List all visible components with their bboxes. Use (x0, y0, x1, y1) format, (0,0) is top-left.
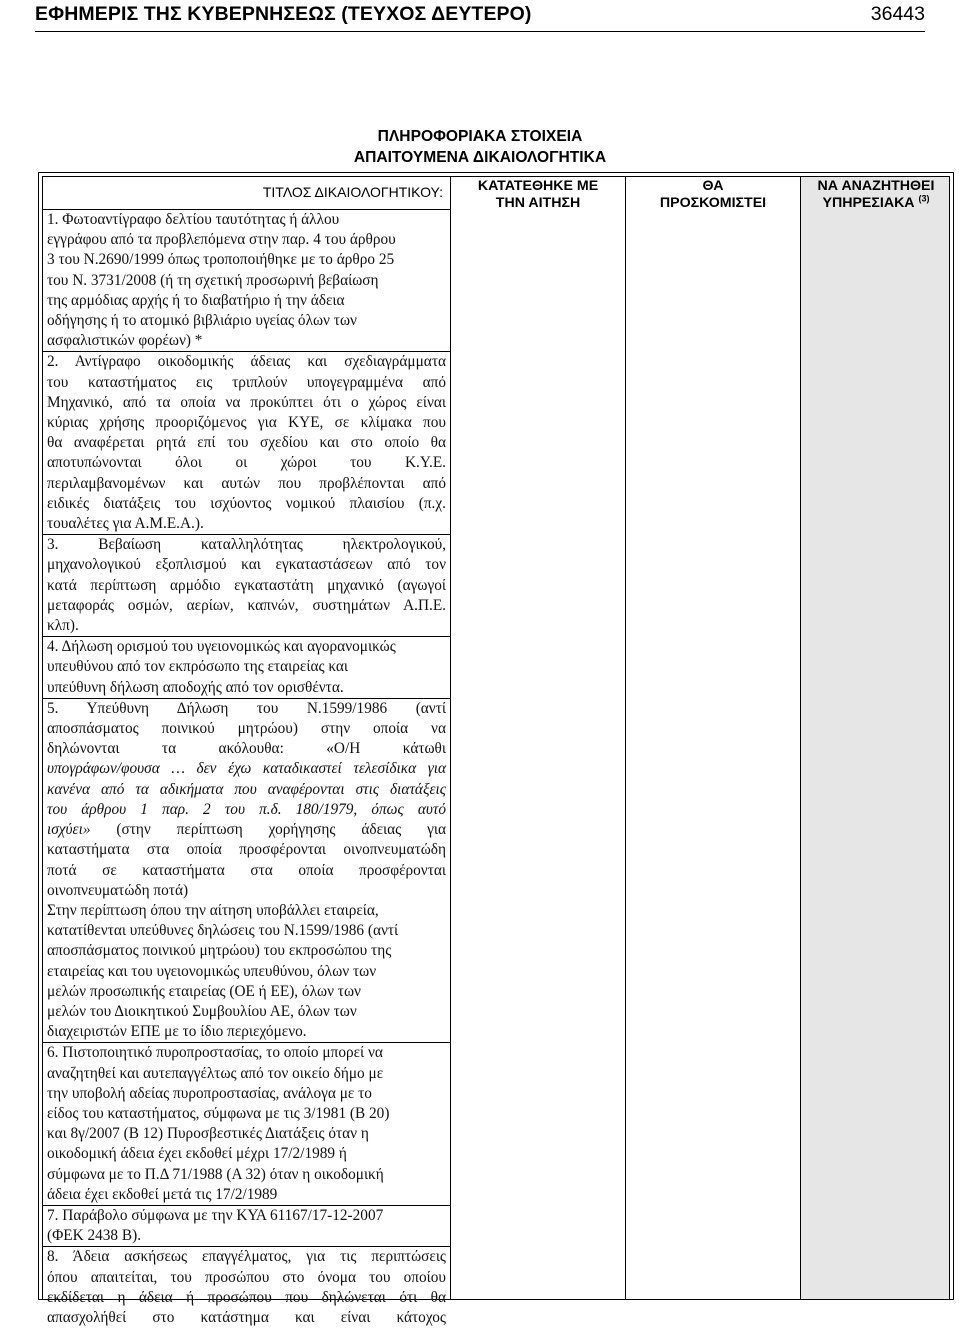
item-line: αποσπάσματος ποινικού μητρώου) του εκπροσώπου της (47, 942, 392, 960)
column-divider (800, 177, 801, 1299)
item-line: ειδικές διατάξεις του ισχύοντος νομικού πλαισίου (π.χ. (47, 494, 446, 512)
document-item-5 (47, 699, 446, 1042)
item-line: ασφαλιστικών φορέων) * (47, 332, 203, 350)
service-search-header (801, 178, 951, 212)
item-line: κατά περίπτωση αρμόδιο εγκαταστάτη μηχανικό (αγωγοί (47, 576, 446, 594)
column-divider (625, 177, 626, 1299)
item-line: 7. Παράβολο σύμφωνα με την ΚΥΑ 61167/17-12-2007 (47, 1206, 384, 1224)
item-line: αποτυπώνονται όλοι οι χώροι του Κ.Υ.Ε. (47, 454, 446, 472)
header-line: ΚΑΤΑΤΕΘΗΚΕ ΜΕ (477, 178, 599, 194)
document-item-1 (47, 210, 446, 351)
item-line: 5. Υπεύθυνη Δήλωση του Ν.1599/1986 (αντί (47, 699, 446, 717)
item-line: οινοπνευματώδη ποτά) (47, 881, 189, 899)
item-line: δηλώνονται τα ακόλουθα: «Ο/Η κάτωθι (47, 740, 446, 758)
italic-text: κανένα από τα αδικήματα που αναφέρονται στις διατάξεις (47, 780, 446, 798)
documents-table (38, 172, 954, 1326)
item-line: κλπ). (47, 617, 79, 635)
column-divider (450, 177, 451, 1299)
item-line: εγγράφου από τα προβλεπόμενα στην παρ. 4 του άρθρου (47, 231, 396, 249)
item-line: απασχολήθεί στο κατάστημα και είναι κάτοχος (47, 1308, 446, 1326)
header-text: ΥΠΗΡΕΣΙΑΚΑ (822, 195, 915, 211)
gazette-title: ΕΦΗΜΕΡΙΣ ΤΗΣ ΚΥΒΕΡΝΗΣΕΩΣ (ΤΕΥΧΟΣ ΔΕΥΤΕΡΟ) (35, 3, 532, 25)
italic-text: του άρθρου 1 παρ. 2 του π.δ. 180/1979, όπως αυτό (47, 800, 446, 818)
header-line (801, 195, 951, 212)
to-be-submitted-header (626, 178, 800, 212)
gazette-header (35, 0, 925, 32)
item-line-italic (47, 800, 446, 820)
submitted-with-application-header (451, 178, 625, 212)
item-line: είδος του καταστήματος, σύμφωνα με τις 3/1981 (Β 20) (47, 1104, 390, 1122)
item-line: 3. Βεβαίωση καταλληλότητας ηλεκτρολογικού, (47, 536, 446, 554)
header-line: ΠΡΟΣΚΟΜΙΣΤΕΙ (659, 195, 767, 211)
item-line: 8. Άδεια ασκήσεως επαγγέλματος, για τις περιπτώσεις (47, 1248, 446, 1266)
page-number: 36443 (870, 3, 925, 25)
section-heading-documents: ΑΠΑΙΤΟΥΜΕΝΑ ΔΙΚΑΙΟΛΟΓΗΤΙΚΑ (353, 149, 607, 166)
item-line: 1. Φωτοαντίγραφο δελτίου ταυτότητας ή άλλου (47, 211, 340, 228)
item-line: Μηχανικό, από τα οποία να προκύπτει ότι ο χώρος είναι (47, 393, 446, 411)
document-item-6 (47, 1043, 446, 1205)
item-line: 4. Δήλωση ορισμού του υγειονομικώς και αγορανομικώς (47, 638, 396, 656)
item-line: του καταστήματος εις τριπλούν υπογεγραμμένα από (47, 373, 446, 391)
item-line: 6. Πιστοποιητικό πυροπροστασίας, το οποίο μπορεί να (47, 1044, 383, 1062)
item-line: υπευθύνου από τον εκπρόσωπο της εταιρείας και (47, 658, 349, 676)
item-line: καταστήματα στα οποία προσφέρονται οινοπνευματώδη (47, 841, 446, 859)
item-line: τουαλέτες για Α.Μ.Ε.Α.). (47, 515, 204, 533)
item-line-italic (47, 780, 446, 800)
header-line: ΘΑ (702, 178, 724, 194)
item-line: εκδίδεται η άδεια ή προσώπου που δηλώνεται ότι θα (47, 1288, 446, 1306)
item-line: μηχανολογικού εξοπλισμού και εγκαταστάσεων από τον (47, 556, 446, 574)
italic-text: υπογράφων/φουσα … δεν έχω καταδικαστεί τελεσίδικα για (47, 760, 446, 778)
item-line: αναζητηθεί και αυτεπαγγέλτως από τον οικείο δήμο με (47, 1064, 384, 1082)
item-line: κύριας χρήσης προοριζόμενος για ΚΥΕ, σε κλίμακα που (47, 414, 446, 432)
service-search-column-shade (800, 177, 949, 1299)
documents-table-inner (42, 176, 950, 1326)
item-line: (ΦΕΚ 2438 Β). (47, 1227, 142, 1245)
item-line: Στην περίπτωση όπου την αίτηση υποβάλλει εταιρεία, (47, 901, 379, 919)
item-line: οικοδομική άδεια έχει εκδοθεί μέχρι 17/2/1989 ή (47, 1145, 347, 1163)
item-line: μελών προσωπικής εταιρείας (ΟΕ ή ΕΕ), όλων των (47, 982, 361, 1000)
item-line: άδεια έχει εκδοθεί μετά τις 17/2/1989 (47, 1185, 278, 1203)
item-line: 2. Αντίγραφο οικοδομικής άδειας και σχεδιαγράμματα (47, 353, 446, 371)
item-line: υπεύθυνη δήλωση αποδοχής από τον ορισθέντα. (47, 678, 344, 696)
item-line: όπου απαιτείται, του προσώπου στο όνομα του οποίου (47, 1268, 446, 1286)
header-line: ΤΗΝ ΑΙΤΗΣΗ (495, 195, 581, 211)
item-line: σύμφωνα με το Π.Δ 71/1988 (Α 32) όταν η οικοδομική (47, 1165, 384, 1183)
item-line: του Ν. 3731/2008 (ή τη σχετική προσωρινή βεβαίωση (47, 271, 379, 289)
item-line-italic (47, 759, 446, 779)
item-line: περιλαμβανομένων και αυτών που προβλέπονται από (47, 474, 446, 492)
document-title-header: ΤΙΤΛΟΣ ΔΙΚΑΙΟΛΟΓΗΤΙΚΟΥ: (262, 184, 443, 200)
item-line: κατατίθενται υπεύθυνες δηλώσεις του Ν.1599/1986 (αντί (47, 922, 399, 940)
document-item-3 (47, 535, 446, 636)
item-line: αποσπάσματος ποινικού μητρώου) στην οποία να (47, 720, 446, 738)
document-item-2 (47, 352, 446, 534)
item-line: οδήγησης ή το ατομικό βιβλιάριο υγείας όλων των (47, 312, 357, 330)
item-line: της αρμόδιας αρχής ή το διαβατήριο ή την άδεια (47, 291, 345, 309)
item-line: ποτά σε καταστήματα στα οποία προσφέρονται (47, 861, 446, 879)
section-heading-info: ΠΛΗΡΟΦΟΡΙΑΚΑ ΣΤΟΙΧΕΙΑ (377, 128, 583, 145)
footnote-mark: (3) (918, 193, 930, 204)
document-item-7 (47, 1206, 446, 1246)
item-line: εταιρείας και του υγειονομικώς υπευθύνου, όλων των (47, 962, 377, 980)
item-line: μεταφοράς οσμών, αερίων, καπνών, συστημάτων Α.Π.Ε. (47, 596, 446, 614)
line-text: (στην περίπτωση χορήγησης άδειας για (90, 821, 446, 839)
document-item-8 (47, 1247, 446, 1328)
item-line (47, 820, 446, 840)
item-line: μελών του Διοικητικού Συμβουλίου ΑΕ, όλων των (47, 1002, 357, 1020)
item-line: και 8γ/2007 (Β 12) Πυροσβεστικές Διατάξεις όταν η (47, 1125, 369, 1143)
item-line: διαχειριστών ΕΠΕ με το ίδιο περιεχόμενο. (47, 1023, 307, 1041)
documents-list (47, 209, 446, 1328)
item-line: θα αναφέρεται ρητά επί του σχεδίου και στο οποίο θα (47, 434, 446, 452)
header-line: ΝΑ ΑΝΑΖΗΤΗΘΕΙ (817, 178, 935, 194)
document-item-4 (47, 637, 446, 698)
italic-text: ισχύει» (47, 821, 91, 839)
item-line: 3 του Ν.2690/1999 όπως τροποποιήθηκε με το άρθρο 25 (47, 251, 395, 269)
item-line: την υποβολή αδείας πυροπροστασίας, ανάλογα με το (47, 1084, 372, 1102)
